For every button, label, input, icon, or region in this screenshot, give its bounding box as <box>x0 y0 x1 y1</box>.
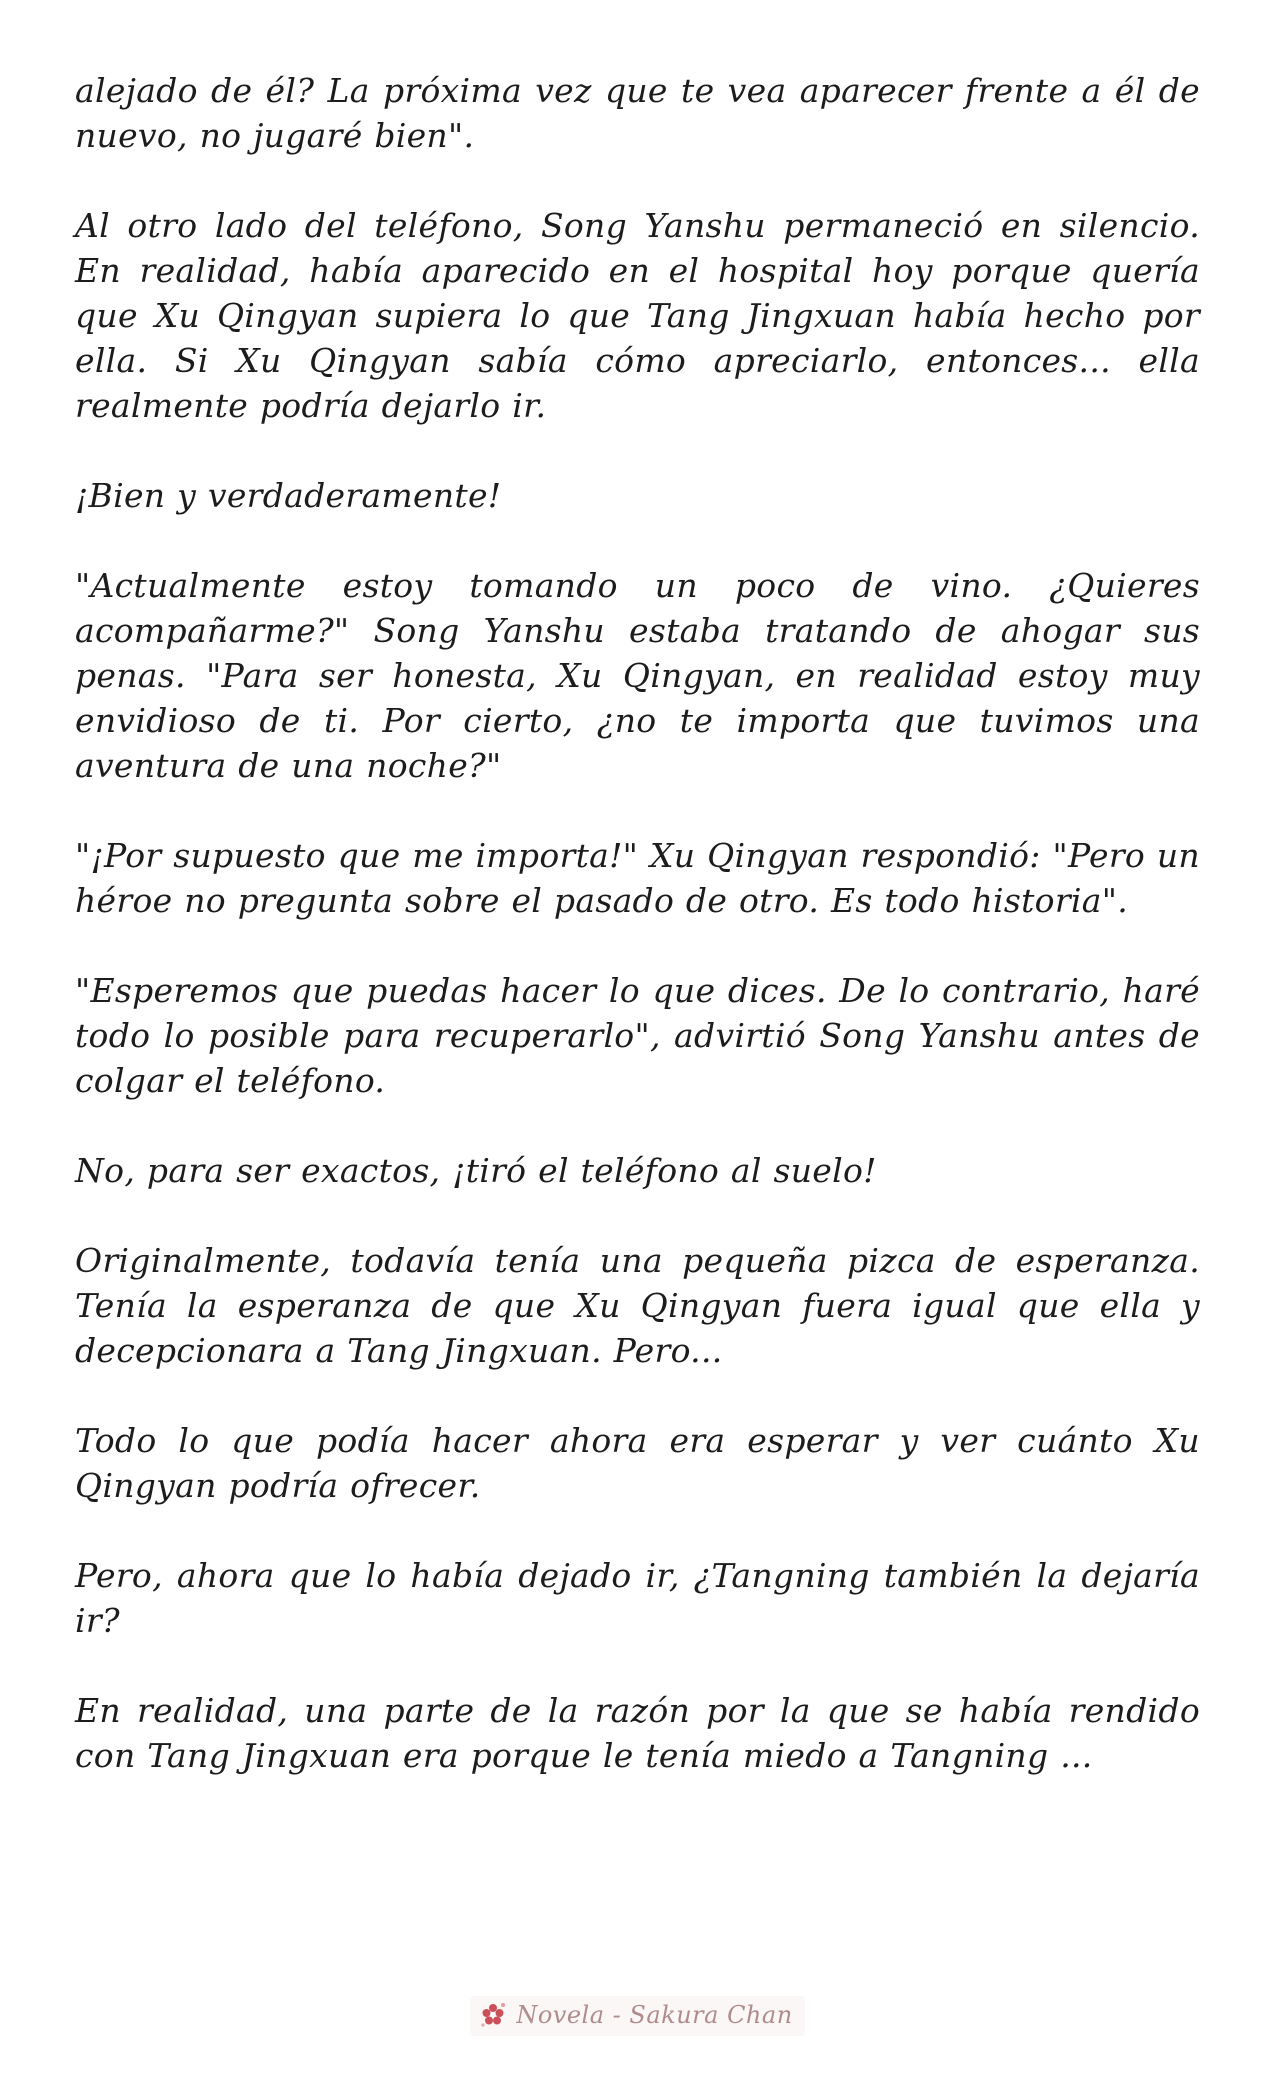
paragraph-5: "¡Por supuesto que me importa!" Xu Qingyan respondió: "Pero un héroe no pregunta sobre el pasado de otro. Es todo historia". <box>75 836 1200 920</box>
paragraph-9: Todo lo que podía hacer ahora era esperar y ver cuánto Xu Qingyan podría ofrecer. <box>75 1421 1200 1505</box>
sakura-flower-icon <box>478 2000 508 2030</box>
page-footer <box>0 1996 1275 2036</box>
paragraph-4: "Actualmente estoy tomando un poco de vino. ¿Quieres acompañarme?" Song Yanshu estaba tratando de ahogar sus penas. "Para ser honesta, Xu Qingyan, en realidad estoy muy envidioso de ti. Por cierto, ¿no te importa que tuvimos una aventura de una noche?" <box>75 566 1200 785</box>
document-body <box>75 68 1200 1823</box>
paragraph-11: En realidad, una parte de la razón por la que se había rendido con Tang Jingxuan era porque le tenía miedo a Tangning ... <box>75 1691 1200 1775</box>
paragraph-10: Pero, ahora que lo había dejado ir, ¿Tangning también la dejaría ir? <box>75 1556 1200 1640</box>
paragraph-8: Originalmente, todavía tenía una pequeña pizca de esperanza. Tenía la esperanza de que Xu Qingyan fuera igual que ella y decepcionara a Tang Jingxuan. Pero... <box>75 1241 1200 1370</box>
paragraph-1: alejado de él? La próxima vez que te vea aparecer frente a él de nuevo, no jugaré bien". <box>75 71 1200 155</box>
paragraph-2: Al otro lado del teléfono, Song Yanshu permaneció en silencio. En realidad, había aparecido en el hospital hoy porque quería que Xu Qingyan supiera lo que Tang Jingxuan había hecho por ella. Si Xu Qingyan sabía cómo apreciarlo, entonces... ella realmente podría dejarlo ir. <box>75 206 1200 425</box>
paragraph-6: "Esperemos que puedas hacer lo que dices. De lo contrario, haré todo lo posible para recuperarlo", advirtió Song Yanshu antes de colgar el teléfono. <box>75 971 1200 1100</box>
watermark <box>470 1996 804 2036</box>
paragraph-7: No, para ser exactos, ¡tiró el teléfono al suelo! <box>75 1151 877 1190</box>
watermark-text: Novela - Sakura Chan <box>516 2001 793 2029</box>
paragraph-3: ¡Bien y verdaderamente! <box>75 476 502 515</box>
